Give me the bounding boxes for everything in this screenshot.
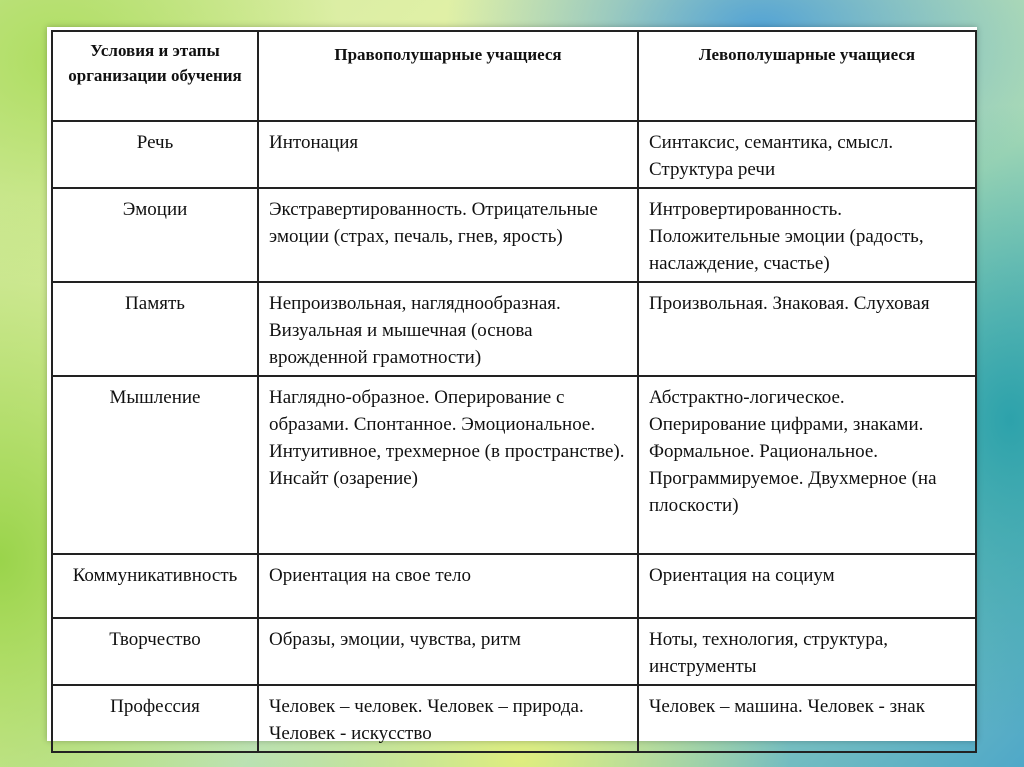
table-row (52, 685, 976, 752)
header-right-hemisphere: Правополушарные учащиеся (258, 31, 638, 121)
table-row (52, 376, 976, 554)
row-left-hemisphere: Человек – машина. Человек - знак (638, 685, 976, 752)
table-row (52, 554, 976, 618)
row-right-hemisphere: Наглядно-образное. Оперирование с образами. Спонтанное. Эмоциональное. Интуитивное, трехмерное (в пространстве). Инсайт (озарение) (258, 376, 638, 554)
row-left-hemisphere: Интровертированность. Положительные эмоции (радость, наслаждение, счастье) (638, 188, 976, 282)
table-row (52, 282, 976, 376)
comparison-table (51, 30, 977, 753)
row-condition: Творчество (52, 618, 258, 685)
row-condition: Эмоции (52, 188, 258, 282)
row-condition: Память (52, 282, 258, 376)
table-row (52, 121, 976, 188)
row-condition: Речь (52, 121, 258, 188)
row-condition: Мышление (52, 376, 258, 554)
row-left-hemisphere: Абстрактно-логическое. Оперирование цифрами, знаками. Формальное. Рациональное. Программируемое. Двухмерное (на плоскости) (638, 376, 976, 554)
row-right-hemisphere: Ориентация на свое тело (258, 554, 638, 618)
header-left-hemisphere: Левополушарные учащиеся (638, 31, 976, 121)
row-left-hemisphere: Ориентация на социум (638, 554, 976, 618)
table-row (52, 188, 976, 282)
row-left-hemisphere: Произвольная. Знаковая. Слуховая (638, 282, 976, 376)
row-right-hemisphere: Образы, эмоции, чувства, ритм (258, 618, 638, 685)
header-conditions: Условия и этапы организации обучения (52, 31, 258, 121)
table-row (52, 618, 976, 685)
row-right-hemisphere: Непроизвольная, нагляднообразная. Визуальная и мышечная (основа врожденной грамотности) (258, 282, 638, 376)
header-row (52, 31, 976, 121)
row-left-hemisphere: Синтаксис, семантика, смысл. Структура речи (638, 121, 976, 188)
row-right-hemisphere: Интонация (258, 121, 638, 188)
row-right-hemisphere: Человек – человек. Человек – природа. Человек - искусство (258, 685, 638, 752)
row-condition: Коммуникативность (52, 554, 258, 618)
row-condition: Профессия (52, 685, 258, 752)
row-left-hemisphere: Ноты, технология, структура, инструменты (638, 618, 976, 685)
slide-sheet (47, 27, 977, 744)
row-right-hemisphere: Экстравертированность. Отрицательные эмоции (страх, печаль, гнев, ярость) (258, 188, 638, 282)
